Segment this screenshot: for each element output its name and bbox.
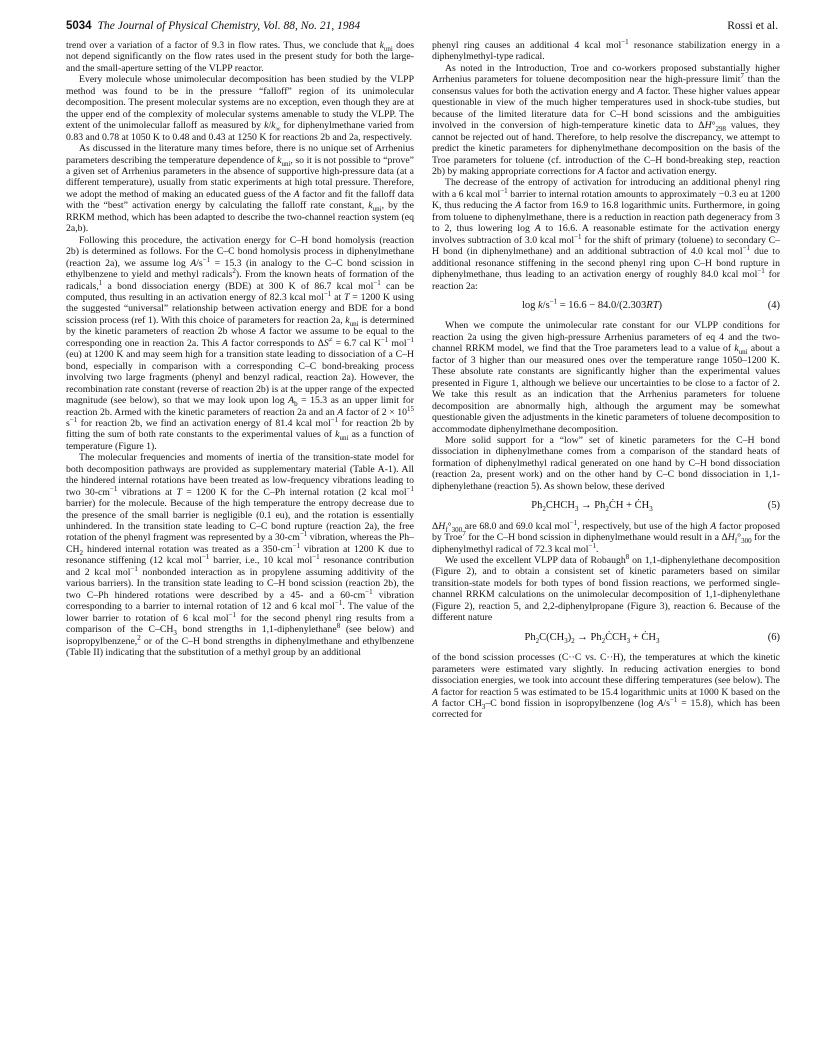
body-columns xyxy=(40,37,781,721)
paragraph: of the bond scission processes (C··C vs. C··H), the temperatures at which the kinetic parameters were estimated vary slightly. In reducing activation energies to bond dissociation energies, we took into account these differing temperatures (see below). The A factor for reaction 5 was estimated to be 15.4 logarithmic units at 1000 K based on the A factor $CH_3-C$ bond fission in isopropylbenzene (log $A/s^{-1} = 15.8$), which has been corrected for xyxy=(432,652,780,721)
paragraph: When we compute the unimolecular rate constant for our VLPP conditions for reaction 2a using the given high-pressure Arrhenius parameters of eq 4 and the two-channel RRKM model, we find that the Troe parameters lead to a value of $k_{uni}$ about a factor of 3 higher than our measured ones over the temperature range 1050–1200 K. These absolute rate constants are significantly higher than the experimental values presented in Figure 1, although we believe our uncertainties to be close to a factor of 2. We take this result as an indication that the Arrhenius parameters for toluene decomposition are abnormally high, although the argument may be somewhat questionable given the adjustments in the kinetic parameters of toluene decomposition to accommodate diphenylmethane decomposition. xyxy=(432,320,780,435)
paragraph: $\Delta H_f^\circ_{300}$ are 68.0 and 69.0 kcal mol$^{-1}$, respectively, but use of the high A factor proposed by Troe$^7$ for the C–H bond scission in diphenylmethane would result in a $\Delta H_f^\circ_{300}$ for the diphenylmethyl radical of 72.3 kcal mol$^{-1}$. xyxy=(432,518,781,555)
equation-number: (4) xyxy=(767,299,780,311)
running-header xyxy=(40,12,780,40)
equation-body: $\log k/s^{-1} = 16.6 - 84.0/(2.303RT)$ xyxy=(521,297,663,311)
equation-number: (6) xyxy=(767,631,780,643)
paragraph: Following this procedure, the activation energy for C–H bond homolysis (reaction 2b) is determined as follows. For the C–C bond homolysis process in diphenylmethane (reaction 2a), we assume $\log A/s^{-1} = 15.3$ (in analogy to the C–C bond scission in ethylbenzene to yield and methyl radicals$^2$). From the known heats of formation of the radicals,$^1$ a bond dissociation energy (BDE) at 300 K of 86.7 kcal mol$^{-1}$ can be computed, thus resulting in an activation energy of 82.3 kcal mol$^{-1}$ at T = 1200 K using the suggested “universal” relationship between activation energy and BDE for a bond scission process (ref 1). With this choice of parameters for reaction 2a, $k_{uni}$ is determined by the kinetic parameters of reaction 2b whose A factor we assume to be equal to the corresponding one in reaction 2a. This A factor corresponds to ΔS≠ = 6.7 cal $K^{-1}$ mol$^{-1}$ (eu) at 1200 K and may seem high for a transition state leading to dissociation of a C–H bond, especially in comparison with a corresponding C–C bond-breaking process involving two large fragments (phenyl and benzyl radical, reaction 2a). However, the recombination rate constant (reverse of reaction 2b) is at the upper range of the expected magnitude (see below), so that we may look upon $\log A_b = 15.3$ as an upper limit for reaction 2b. Armed with the kinetic parameters of reaction 2a and an A factor of $2 \times 10^{15}$ $s^{-1}$ for reaction 2b, we find an activation energy of 81.4 kcal mol$^{-1}$ for reaction 2b by fitting the sum of both rate constants to the experimental values of $k_{uni}$ as a function of temperature (Figure 1). xyxy=(66,234,415,452)
paragraph: phenyl ring causes an additional 4 kcal mol$^{-1}$ resonance stabilization energy in a diphenylmethyl-type radical. xyxy=(432,37,780,63)
left-column xyxy=(66,40,414,721)
equation xyxy=(432,632,780,643)
running-authors: Rossi et al. xyxy=(727,20,778,32)
paragraph: The decrease of the entropy of activation for introducing an additional phenyl ring with a 6 kcal mol$^{-1}$ barrier to internal rotation amounts to approximately −0.3 eu at 1200 K, thus reducing the A factor from 16.9 to 16.8 logarithmic units. Furthermore, in going from toluene to diphenylmethane, there is a reduction in reaction path degeneracy from 3 to 2, thus lowering log A to 16.6. A reasonable estimate for the activation energy involves subtraction of 3.0 kcal mol$^{-1}$ for the shift of primary (toluene) to secondary C–H bond (in diphenylmethane) and an additional subtraction of 4.0 kcal mol$^{-1}$ due to additional resonance stiffening in the second phenyl ring upon C–H bond rupture in diphenylmethane, thus leading to an activation energy of roughly 84.0 kcal mol$^{-1}$ for reaction 2a: xyxy=(432,177,780,292)
paragraph: trend over a variation of a factor of 9.3 in flow rates. Thus, we conclude that $k_{uni}$ does not depend significantly on the flow rates used in the present study for both the large- and the small-aperture setting of the VLPP reactor. xyxy=(66,40,414,74)
paragraph: The molecular frequencies and moments of inertia of the transition-state model for both decomposition pathways are provided as supplementary material (Table A-1). All the hindered internal rotations have been treated as low-frequency vibrations leading to two $30-cm^{-1}$ vibrations at T = 1200 K for the C–Ph internal rotation (2 kcal mol$^{-1}$ barrier) for the molecule. Because of the high temperature the entropy decrease due to the presence of the small barrier is negligible (0.1 eu), and the rotation is essentially unhindered. In the transition state leading to C–C bond rupture (reaction 2a), the free rotation of the phenyl fragment was represented by a $30-cm^{-1}$ vibration, whereas the $Ph-CH_2$ hindered internal rotation was treated as a $350-cm^{-1}$ vibration at 1200 K due to resonance stiffening (12 kcal mol$^{-1}$ barrier, i.e., 10 kcal mol$^{-1}$ resonance contribution and 2 kcal mol$^{-1}$ nonbonded interaction as in propylene assuming additivity of the various barriers). In the transition state leading to C–H bond scission (reaction 2b), the two C–Ph hindered rotations were described by a 45- and a $60-cm^{-1}$ vibration corresponding to a barrier to internal rotation of 12 and 6 kcal mol$^{-1}$. The value of the lower barrier to rotation of 6 kcal mol$^{-1}$ for the second phenyl ring results from a comparison of the $C-CH_3$ bond strengths in 1,1-diphenylethane$^8$ (see below) and isopropylbenzene,$^2$ or of the C–H bond strengths in diphenylmethane and ethylbenzene (Table II) indicating that the substitution of a methyl group by an additional xyxy=(66,452,414,659)
paragraph: More solid support for a “low” set of kinetic parameters for the C–H bond dissociation in diphenylmethane comes from a comparison of the standard heats of formation of diphenylmethyl radical generated on one hand by C–H bond dissociation (reaction 2a, present work) and on the other hand by C–C bond dissociation in 1,1-diphenylethane (reaction 5). As shown below, these derived xyxy=(432,434,780,492)
page-number: 5034 xyxy=(66,20,92,32)
right-column xyxy=(432,37,781,721)
equation-body: $Ph_2CHCH_3$ → $Ph_2ĊH$ + $ĊH_3$ xyxy=(531,500,653,514)
equation-number: (5) xyxy=(767,500,780,512)
header-left xyxy=(66,20,360,32)
paragraph: Every molecule whose unimolecular decomposition has been studied by the VLPP method was found to be in the pressure “falloff” region of its unimolecular decomposition. The present molecular systems are no exception, even though they are at the upper end of the complexity of molecular systems amenable to study the VLPP. The extent of the unimolecular falloff as measured by $k/k_\infty$ for diphenylmethane varied from 0.83 and 0.78 at 1050 K to 0.48 and 0.43 at 1250 K for reactions 2b and 2a, respectively. xyxy=(66,74,415,143)
paragraph: We used the excellent VLPP data of Robaugh$^8$ on 1,1-diphenylethane decomposition (Figure 2), and to obtain a consistent set of kinetic parameters based on similar transition-state models for both types of bond fission reactions, we performed single-channel RRKM calculations on the unimolecular decomposition of 1,1-diphenylethane (Figure 2), reaction 5, and 2,2-diphenylpropane (Figure 3), reaction 6. Because of the different nature xyxy=(432,552,780,624)
equation xyxy=(432,297,780,311)
equation-body: $Ph_2C(CH_3)_2$ → $Ph_2ĊCH_3$ + $ĊH_3$ xyxy=(524,631,660,645)
paragraph: As noted in the Introduction, Troe and co-workers proposed substantially higher Arrhenius parameters for toluene decomposition near the high-pressure limit$^7$ than the consensus values for both the activation energy and A factor. These higher values appear questionable in view of the much higher temperatures used in shock-tube studies, but because of the limited literature data for C–H bond scissions and the ambiguities involved in the conversion of high-temperature kinetic data to $\Delta H^\circ_{298}$ values, they cannot be rejected out of hand. Therefore, to help resolve the discrepancy, we attempt to predict the kinetic parameters for diphenylmethane decomposition on the basis of the Troe parameters for toluene (cf. introduction of the C–H bond-breaking step, reaction 2b) by making appropriate corrections for A factor and activation energy. xyxy=(432,62,780,177)
paragraph: As discussed in the literature many times before, there is no unique set of Arrhenius parameters describing the temperature dependence of $k_{uni}$, so it is not possible to “prove” a given set of Arrhenius parameters in the absence of supportive high-pressure data (at a different temperature), usually from static experiments at high total pressure. Therefore, we adopt the method of making an educated guess of the A factor and fit the falloff data with the “best” activation energy by calculating the falloff rate constant, $k_{uni}$, by the RRKM method, which has been adapted to describe the two-channel reaction system (eq 2a,b). xyxy=(66,143,414,235)
equation xyxy=(432,500,780,514)
journal-citation: The Journal of Physical Chemistry, Vol. 88, No. 21, 1984 xyxy=(97,20,361,32)
